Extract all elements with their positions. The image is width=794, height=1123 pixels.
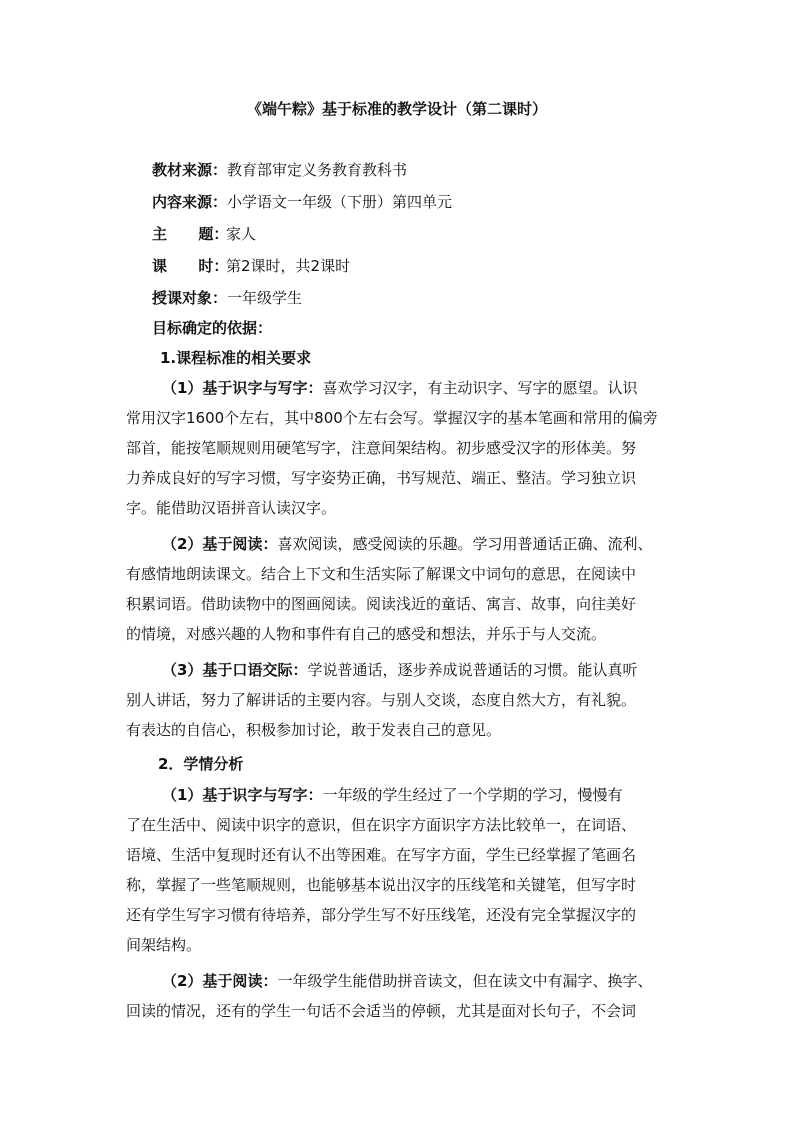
paragraph-line: 常用汉字1600个左右，其中800个左右会写。掌握汉字的基本笔画和常用的偏旁 [126,409,658,427]
paragraph-line: 还有学生写字习惯有待培养，部分学生写不好压线笔，还没有完全掌握汉字的 [126,906,637,924]
paragraph-line: 有感情地朗读课文。结合上下文和生活实际了解课文中词句的意思，在阅读中 [126,565,637,583]
section1-paragraph-oral [126,655,662,745]
section1-paragraph-reading [126,529,662,649]
paragraph-lead: （3）基于口语交际： [162,661,308,679]
meta-textbook-source [152,155,407,185]
paragraph-line: 积累词语。借助读物中的图画阅读。阅读浅近的童话、寓言、故事，向往美好 [126,595,637,613]
meta-content-source [152,187,452,217]
section1-heading: 1.课程标准的相关要求 [160,349,312,367]
meta-label: 主 题： [152,225,229,243]
paragraph-lead: （2）基于阅读： [162,535,278,553]
paragraph-line: 语境、生活中复现时还有认不出等困难。在写字方面，学生已经掌握了笔画名 [126,846,637,864]
meta-value: 小学语文一年级（下册）第四单元 [227,193,453,211]
paragraph-line: 的情境，对感兴趣的人物和事件有自己的感受和想法，并乐于与人交流。 [126,625,607,643]
section2-heading: 2．学情分析 [158,755,244,773]
meta-value: 家人 [226,225,257,243]
document-title: 《端午粽》基于标准的教学设计（第二课时） [246,100,547,118]
paragraph-line: 别人讲话，努力了解讲话的主要内容。与别人交谈，态度自然大方，有礼貌。 [126,691,637,709]
paragraph-line: 间架结构。 [126,936,202,954]
meta-audience [152,283,302,313]
meta-value: 一年级学生 [227,289,303,307]
section2-paragraph-literacy [126,780,662,960]
paragraph-lead: （1）基于识字与写字： [162,379,323,397]
paragraph-line: 学说普通话，逐步养成说普通话的习惯。能认真听 [307,661,638,679]
meta-label: 教材来源： [152,161,228,179]
paragraph-line: 回读的情况，还有的学生一句话不会适当的停顿，尤其是面对长句子，不会词 [126,1002,637,1020]
paragraph-lead: （2）基于阅读： [162,972,278,990]
paragraph-line: 喜欢学习汉字，有主动识字、写字的愿望。认识 [322,379,638,397]
meta-label: 授课对象： [152,289,228,307]
paragraph-line: 有表达的自信心，积极参加讨论，敢于发表自己的意见。 [126,721,502,739]
paragraph-line: 喜欢阅读，感受阅读的乐趣。学习用普通话正确、流利、 [277,535,653,553]
meta-theme [152,219,256,249]
paragraph-lead: （1）基于识字与写字： [162,786,323,804]
meta-lesson-period [152,251,350,281]
paragraph-line: 部首，能按笔顺规则用硬笔写字，注意间架结构。初步感受汉字的形体美。努 [126,439,637,457]
paragraph-line: 称，掌握了一些笔顺规则，也能够基本说出汉字的压线笔和关键笔，但写字时 [126,876,637,894]
paragraph-line: 了在生活中、阅读中识字的意识，但在识字方面识字方法比较单一，在词语、 [126,816,637,834]
basis-heading: 目标确定的依据： [152,319,273,337]
meta-label: 内容来源： [152,193,228,211]
paragraph-line: 字。能借助汉语拼音认读汉字。 [126,499,337,517]
meta-label: 课 时： [152,257,229,275]
section2-paragraph-reading [126,966,662,1026]
paragraph-line: 一年级学生能借助拼音读文，但在读文中有漏字、换字、 [277,972,653,990]
paragraph-line: 力养成良好的写字习惯，写字姿势正确，书写规范、端正、整洁。学习独立识 [126,469,637,487]
paragraph-line: 一年级的学生经过了一个学期的学习，慢慢有 [322,786,623,804]
meta-value: 教育部审定义务教育教科书 [227,161,408,179]
section1-paragraph-literacy [126,373,662,523]
meta-value: 第2课时，共2课时 [226,257,351,275]
